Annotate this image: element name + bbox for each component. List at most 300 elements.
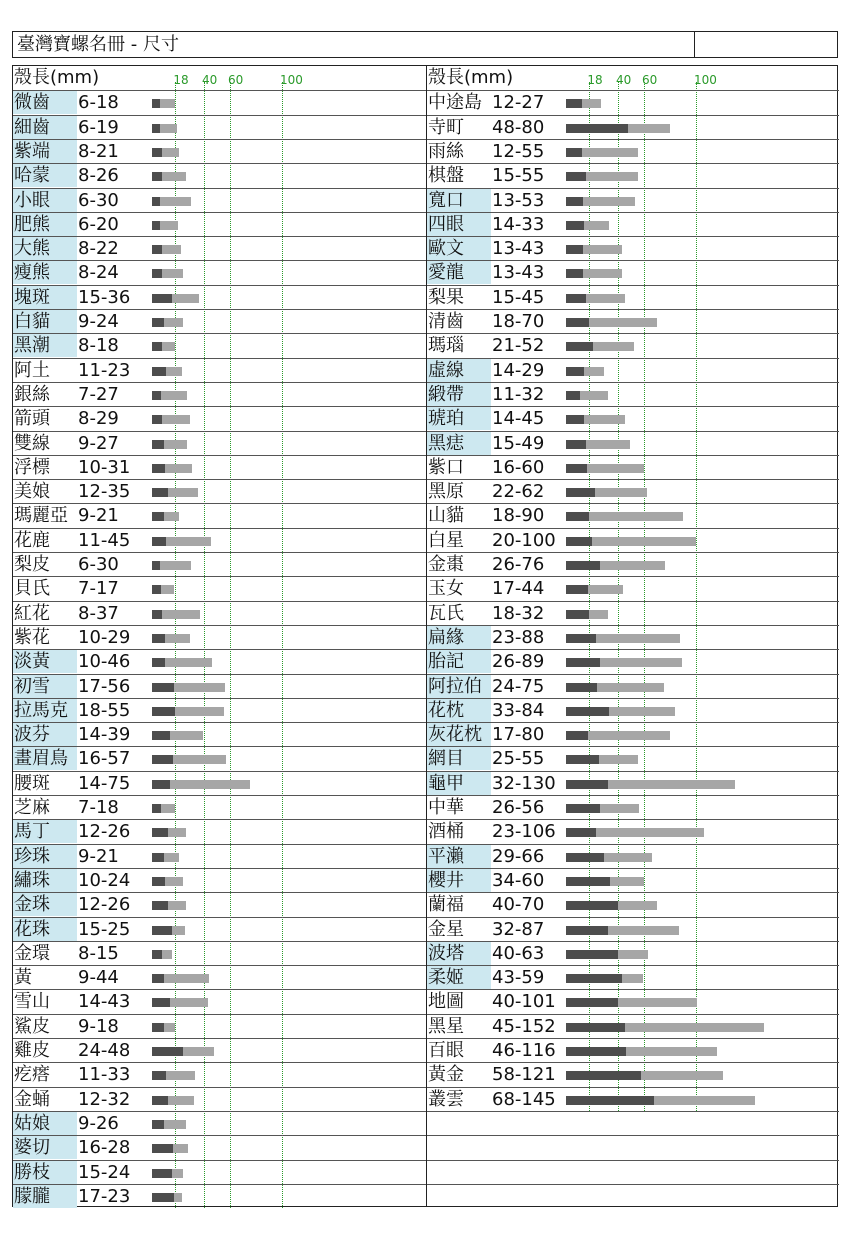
table-row [427,406,839,430]
min-size-bar [566,221,584,230]
table-row [427,892,839,916]
size-range: 6-30 [78,189,119,211]
table-row [13,601,426,625]
min-size-bar [152,440,164,449]
species-name-cell [13,747,77,770]
min-size-bar [566,391,580,400]
table-row [13,503,426,527]
size-range: 8-22 [78,238,119,260]
species-name-cell [427,432,491,455]
species-name-cell [13,699,77,722]
size-range: 11-33 [78,1064,131,1086]
species-name-cell [13,286,77,309]
size-range: 68-145 [492,1088,556,1110]
species-name-cell [427,942,491,965]
table-row [13,358,426,382]
min-size-bar [566,1047,626,1056]
table-row [13,1135,426,1159]
size-range: 6-20 [78,213,119,235]
species-name-cell [13,189,77,212]
table-row [13,868,426,892]
table-row [427,333,839,357]
min-size-bar [152,464,165,473]
min-size-bar [152,683,174,692]
min-size-bar [566,415,584,424]
species-name: 馬丁 [14,821,50,843]
size-range: 18-55 [78,699,131,721]
species-name-cell [427,577,491,600]
species-name: 塊斑 [14,286,50,308]
size-range: 46-116 [492,1040,556,1061]
min-size-bar [152,610,162,619]
tick-label: 60 [228,73,244,87]
min-size-bar [566,269,583,278]
species-name-cell [427,261,491,284]
min-size-bar [152,780,170,789]
table-row [13,528,426,552]
size-range: 11-45 [78,529,131,551]
min-size-bar [152,1071,166,1080]
table-row [427,868,839,892]
species-name-cell [13,918,77,941]
empty-row [427,1135,839,1159]
species-name: 梨果 [428,286,464,308]
size-range: 9-27 [78,432,119,454]
min-size-bar [152,974,164,983]
table-row [427,115,839,139]
species-name-cell [427,286,491,309]
min-size-bar [152,342,162,351]
species-name: 虛線 [428,359,464,381]
min-size-bar [566,440,586,449]
size-range: 26-76 [492,554,545,575]
species-name: 拉馬克 [14,699,68,721]
table-row [427,941,839,965]
species-name-cell [13,869,77,892]
species-name: 瘦熊 [14,262,50,284]
size-range: 14-33 [492,213,545,235]
size-range: 25-55 [492,748,545,770]
species-name: 寬口 [428,189,464,211]
table-row [427,503,839,527]
size-range: 12-26 [78,894,131,916]
species-name: 細齒 [14,116,50,138]
species-name: 金環 [14,942,50,964]
min-size-bar [152,561,160,570]
species-name-cell [427,796,491,819]
size-range: 15-45 [492,286,545,308]
size-range: 18-70 [492,311,545,332]
table-row [427,601,839,625]
species-name: 百眼 [428,1040,464,1061]
table-row [13,892,426,916]
species-name-cell [427,116,491,139]
min-size-bar [152,221,160,230]
size-range: 15-25 [78,918,131,940]
species-name-cell [13,1161,77,1184]
size-range: 15-24 [78,1161,131,1183]
min-size-bar [152,148,162,157]
species-name-cell [427,893,491,916]
min-size-bar [566,610,589,619]
min-size-bar [152,197,160,206]
min-size-bar [152,269,162,278]
species-name: 紫口 [428,456,464,478]
min-size-bar [566,197,583,206]
min-size-bar [566,294,586,303]
min-size-bar [566,926,608,935]
min-size-bar [152,998,170,1007]
table-row [13,1038,426,1062]
species-name: 紅花 [14,602,50,624]
species-name: 白貓 [14,311,50,332]
species-name: 勝枝 [14,1161,50,1183]
species-name-cell [427,383,491,406]
table-row [13,479,426,503]
header-label: 殼長(mm) [14,67,100,88]
min-size-bar [566,950,618,959]
species-name-cell [427,650,491,673]
title-bar [12,31,838,58]
size-range: 20-100 [492,529,556,551]
size-range: 16-60 [492,456,545,478]
table-row [427,844,839,868]
species-name: 雪山 [14,991,50,1013]
size-range: 8-18 [78,335,119,357]
min-size-bar [152,124,160,133]
size-range: 23-88 [492,626,545,648]
min-size-bar [152,512,164,521]
size-range: 12-55 [492,140,545,162]
table-row [427,309,839,333]
size-range: 7-18 [78,797,119,818]
species-name: 淡黃 [14,651,50,673]
table-row [427,552,839,576]
size-range: 21-52 [492,335,545,357]
size-range: 24-75 [492,675,545,697]
header-label: 殼長(mm) [428,67,514,88]
min-size-bar [566,658,600,667]
min-size-bar [566,124,628,133]
table-row [427,479,839,503]
species-name: 龜甲 [428,772,464,794]
min-size-bar [152,658,165,667]
size-range: 11-32 [492,383,545,405]
species-name-cell [427,1039,491,1062]
table-row [13,90,426,114]
size-range: 13-53 [492,189,545,211]
tick-label: 40 [616,73,632,87]
species-name: 金星 [428,918,464,940]
species-name: 黃金 [428,1064,464,1086]
table-row [13,552,426,576]
species-name: 瑪瑙 [428,335,464,357]
species-name: 瓦氏 [428,602,464,624]
tick-label: 60 [642,73,658,87]
table-row [13,989,426,1013]
size-range: 23-106 [492,821,556,843]
species-name-cell [427,456,491,479]
species-name: 箭頭 [14,408,50,430]
size-range: 9-44 [78,967,119,989]
species-name-cell [427,529,491,552]
min-size-bar [152,318,164,327]
min-size-bar [152,1047,183,1056]
table-row [13,1087,426,1111]
table-row [13,455,426,479]
size-range: 6-30 [78,554,119,575]
size-range: 14-39 [78,724,131,746]
species-name: 花珠 [14,918,50,940]
min-size-bar [152,1169,172,1178]
table-row [13,965,426,989]
species-name-cell [427,772,491,795]
min-size-bar [152,585,161,594]
size-range: 18-32 [492,602,545,624]
species-name: 黃 [14,967,32,989]
species-name-cell [427,820,491,843]
species-name-cell [13,796,77,819]
species-name-cell [13,164,77,187]
table-row [13,382,426,406]
species-name-cell [13,407,77,430]
min-size-bar [152,804,161,813]
species-name: 初雪 [14,675,50,697]
species-name: 地圖 [428,991,464,1013]
min-size-bar [566,488,595,497]
species-name-cell [13,310,77,333]
min-size-bar [152,1193,174,1202]
min-size-bar [152,877,165,886]
species-name-cell [13,1088,77,1111]
size-range: 10-24 [78,869,131,891]
size-range: 9-21 [78,845,119,867]
size-range: 14-29 [492,359,545,381]
species-name: 小眼 [14,189,50,211]
min-size-bar [152,1023,164,1032]
table-row [427,285,839,309]
species-name-cell [13,1185,77,1208]
size-range: 43-59 [492,967,545,989]
species-name: 酒桶 [428,821,464,843]
species-name-cell [427,237,491,260]
min-size-bar [566,585,588,594]
species-name-cell [13,334,77,357]
table-row [13,819,426,843]
min-size-bar [152,707,175,716]
species-name-cell [427,407,491,430]
min-size-bar [152,294,172,303]
min-size-bar [566,853,604,862]
table-row [427,528,839,552]
species-name-cell [13,675,77,698]
table-row [13,917,426,941]
species-name-cell [13,602,77,625]
size-range: 17-80 [492,724,545,746]
size-range: 11-23 [78,359,131,381]
empty-row [427,1160,839,1184]
size-range: 17-23 [78,1185,131,1207]
min-size-bar [566,318,589,327]
size-range: 8-37 [78,602,119,624]
species-name: 叢雲 [428,1088,464,1110]
species-name: 金珠 [14,894,50,916]
species-name-cell [13,504,77,527]
species-name-cell [427,189,491,212]
table-row [427,917,839,941]
size-range: 8-15 [78,942,119,964]
table-row [427,576,839,600]
species-name-cell [13,213,77,236]
species-name: 四眼 [428,213,464,235]
species-name-cell [13,237,77,260]
min-size-bar [566,537,592,546]
table-row [427,1038,839,1062]
species-name: 中途島 [428,92,482,114]
species-name-cell [427,699,491,722]
min-size-bar [566,512,589,521]
species-name: 浮標 [14,456,50,478]
table-row [13,285,426,309]
species-name: 扁緣 [428,626,464,648]
table-row [13,1111,426,1135]
size-range: 58-121 [492,1064,556,1086]
size-range: 7-17 [78,578,119,600]
table-row [13,795,426,819]
size-range: 48-80 [492,116,545,138]
table-row [13,649,426,673]
species-name: 黑潮 [14,335,50,357]
table-row [13,771,426,795]
size-range: 22-62 [492,481,545,503]
table-row [427,163,839,187]
min-size-bar [566,561,600,570]
table-row [427,625,839,649]
size-range: 17-44 [492,578,545,600]
header-row [13,66,426,90]
size-range: 14-43 [78,991,131,1013]
species-name: 大熊 [14,238,50,260]
species-name-cell [13,359,77,382]
table-row [427,1062,839,1086]
species-name-cell [13,529,77,552]
min-size-bar [566,342,593,351]
species-name-cell [13,432,77,455]
species-name-cell [13,577,77,600]
min-size-bar [152,367,166,376]
species-name-cell [13,383,77,406]
size-range: 12-26 [78,821,131,843]
table-row [13,844,426,868]
species-name: 繡珠 [14,869,50,891]
min-size-bar [566,1023,625,1032]
size-range: 8-24 [78,262,119,284]
table-row [427,236,839,260]
size-range: 18-90 [492,505,545,527]
species-name: 黑原 [428,481,464,503]
size-range: 15-49 [492,432,545,454]
species-name-cell [427,602,491,625]
table-row [13,188,426,212]
species-name: 雨絲 [428,140,464,162]
species-name: 波芬 [14,724,50,746]
species-name-cell [427,334,491,357]
min-size-bar [566,974,622,983]
species-name-cell [427,990,491,1013]
size-range: 15-55 [492,165,545,187]
species-name-cell [13,1136,77,1159]
species-name-cell [427,164,491,187]
species-name: 平瀨 [428,845,464,867]
species-name-cell [13,990,77,1013]
species-name: 阿拉伯 [428,675,482,697]
species-name: 白星 [428,529,464,551]
species-name: 灰花枕 [428,724,482,746]
min-size-bar [152,488,168,497]
species-name-cell [427,626,491,649]
min-size-bar [566,1071,641,1080]
table-row [13,698,426,722]
species-name: 黑星 [428,1015,464,1037]
species-name-cell [13,1112,77,1135]
table-row [13,115,426,139]
min-size-bar [566,1096,654,1105]
min-size-bar [152,755,173,764]
tick-label: 18 [173,73,189,87]
min-size-bar [152,926,172,935]
empty-row [427,1184,839,1208]
species-name: 疙瘩 [14,1064,50,1086]
size-range: 24-48 [78,1040,131,1061]
min-size-bar [566,731,588,740]
empty-row [427,1111,839,1135]
min-size-bar [152,245,162,254]
size-range: 34-60 [492,869,545,891]
species-name-cell [13,1063,77,1086]
min-size-bar [566,99,582,108]
species-name-cell [13,480,77,503]
species-name: 芝麻 [14,797,50,818]
species-name-cell [427,966,491,989]
species-name-cell [427,91,491,114]
size-range: 26-89 [492,651,545,673]
table-row [427,722,839,746]
species-name: 姑娘 [14,1112,50,1134]
species-name: 蘭福 [428,894,464,916]
species-name-cell [427,747,491,770]
species-name: 畫眉鳥 [14,748,68,770]
table-row [13,309,426,333]
species-name-cell [13,1015,77,1038]
species-name-cell [427,213,491,236]
size-range: 13-43 [492,238,545,260]
min-size-bar [566,998,618,1007]
species-name-cell [13,772,77,795]
table-row [427,212,839,236]
species-name: 鯊皮 [14,1015,50,1037]
min-size-bar [566,707,609,716]
table-row [13,333,426,357]
species-name: 梨皮 [14,554,50,575]
table-row [427,989,839,1013]
min-size-bar [566,367,584,376]
size-range: 12-32 [78,1088,131,1110]
size-range: 9-24 [78,311,119,332]
size-range: 26-56 [492,797,545,818]
size-range: 13-43 [492,262,545,284]
tick-label: 40 [202,73,218,87]
species-name-cell [13,650,77,673]
